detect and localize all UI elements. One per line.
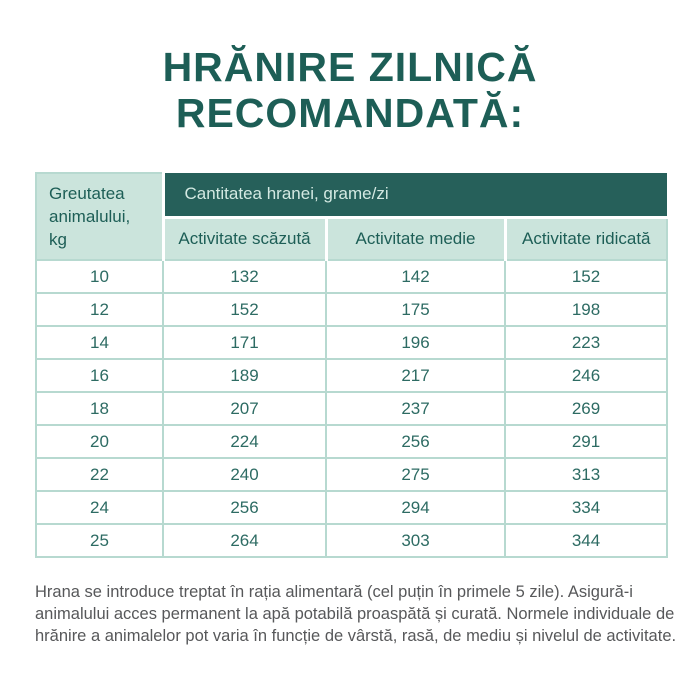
value-cell: 256 [163,491,326,524]
page-title-line1: HRĂNIRE ZILNICĂ [162,44,538,90]
column-header-activity-medium: Activitate medie [326,217,505,260]
value-cell: 171 [163,326,326,359]
value-cell: 240 [163,458,326,491]
table-row [36,524,667,557]
value-cell: 189 [163,359,326,392]
value-cell: 303 [326,524,505,557]
value-cell: 175 [326,293,505,326]
group-header-food-quantity: Cantitatea hranei, grame/zi [163,173,667,217]
value-cell: 256 [326,425,505,458]
column-header-activity-high: Activitate ridicată [505,217,667,260]
value-cell: 217 [326,359,505,392]
feeding-table [35,172,668,558]
value-cell: 196 [326,326,505,359]
weight-cell: 12 [36,293,163,326]
weight-cell: 25 [36,524,163,557]
corner-header-weight: Greutatea animalului, kg [36,173,163,260]
value-cell: 334 [505,491,667,524]
value-cell: 132 [163,260,326,293]
table-row [36,293,667,326]
weight-cell: 10 [36,260,163,293]
page-title [0,0,700,136]
table-row [36,260,667,293]
value-cell: 224 [163,425,326,458]
value-cell: 198 [505,293,667,326]
table-row [36,359,667,392]
value-cell: 142 [326,260,505,293]
value-cell: 237 [326,392,505,425]
table-row [36,392,667,425]
value-cell: 152 [505,260,667,293]
weight-cell: 20 [36,425,163,458]
value-cell: 264 [163,524,326,557]
weight-cell: 24 [36,491,163,524]
value-cell: 269 [505,392,667,425]
weight-cell: 18 [36,392,163,425]
value-cell: 246 [505,359,667,392]
footer-note: Hrana se introduce treptat în rația alimentară (cel puțin în primele 5 zile). Asigură-i animalului acces permanent la apă potabilă proaspătă și curată. Normele individuale de hrănire a animalelor pot varia în funcție de vârstă, rasă, de mediu și nivelul de activitate. [35,583,677,645]
weight-cell: 22 [36,458,163,491]
value-cell: 294 [326,491,505,524]
table-row [36,326,667,359]
table-row [36,458,667,491]
value-cell: 344 [505,524,667,557]
table-header-row-group [36,173,667,217]
value-cell: 207 [163,392,326,425]
table-row [36,491,667,524]
table-row [36,425,667,458]
weight-cell: 14 [36,326,163,359]
value-cell: 313 [505,458,667,491]
column-header-activity-low: Activitate scăzută [163,217,326,260]
value-cell: 152 [163,293,326,326]
value-cell: 275 [326,458,505,491]
value-cell: 291 [505,425,667,458]
weight-cell: 16 [36,359,163,392]
value-cell: 223 [505,326,667,359]
page-title-line2: RECOMANDATĂ: [175,90,525,136]
